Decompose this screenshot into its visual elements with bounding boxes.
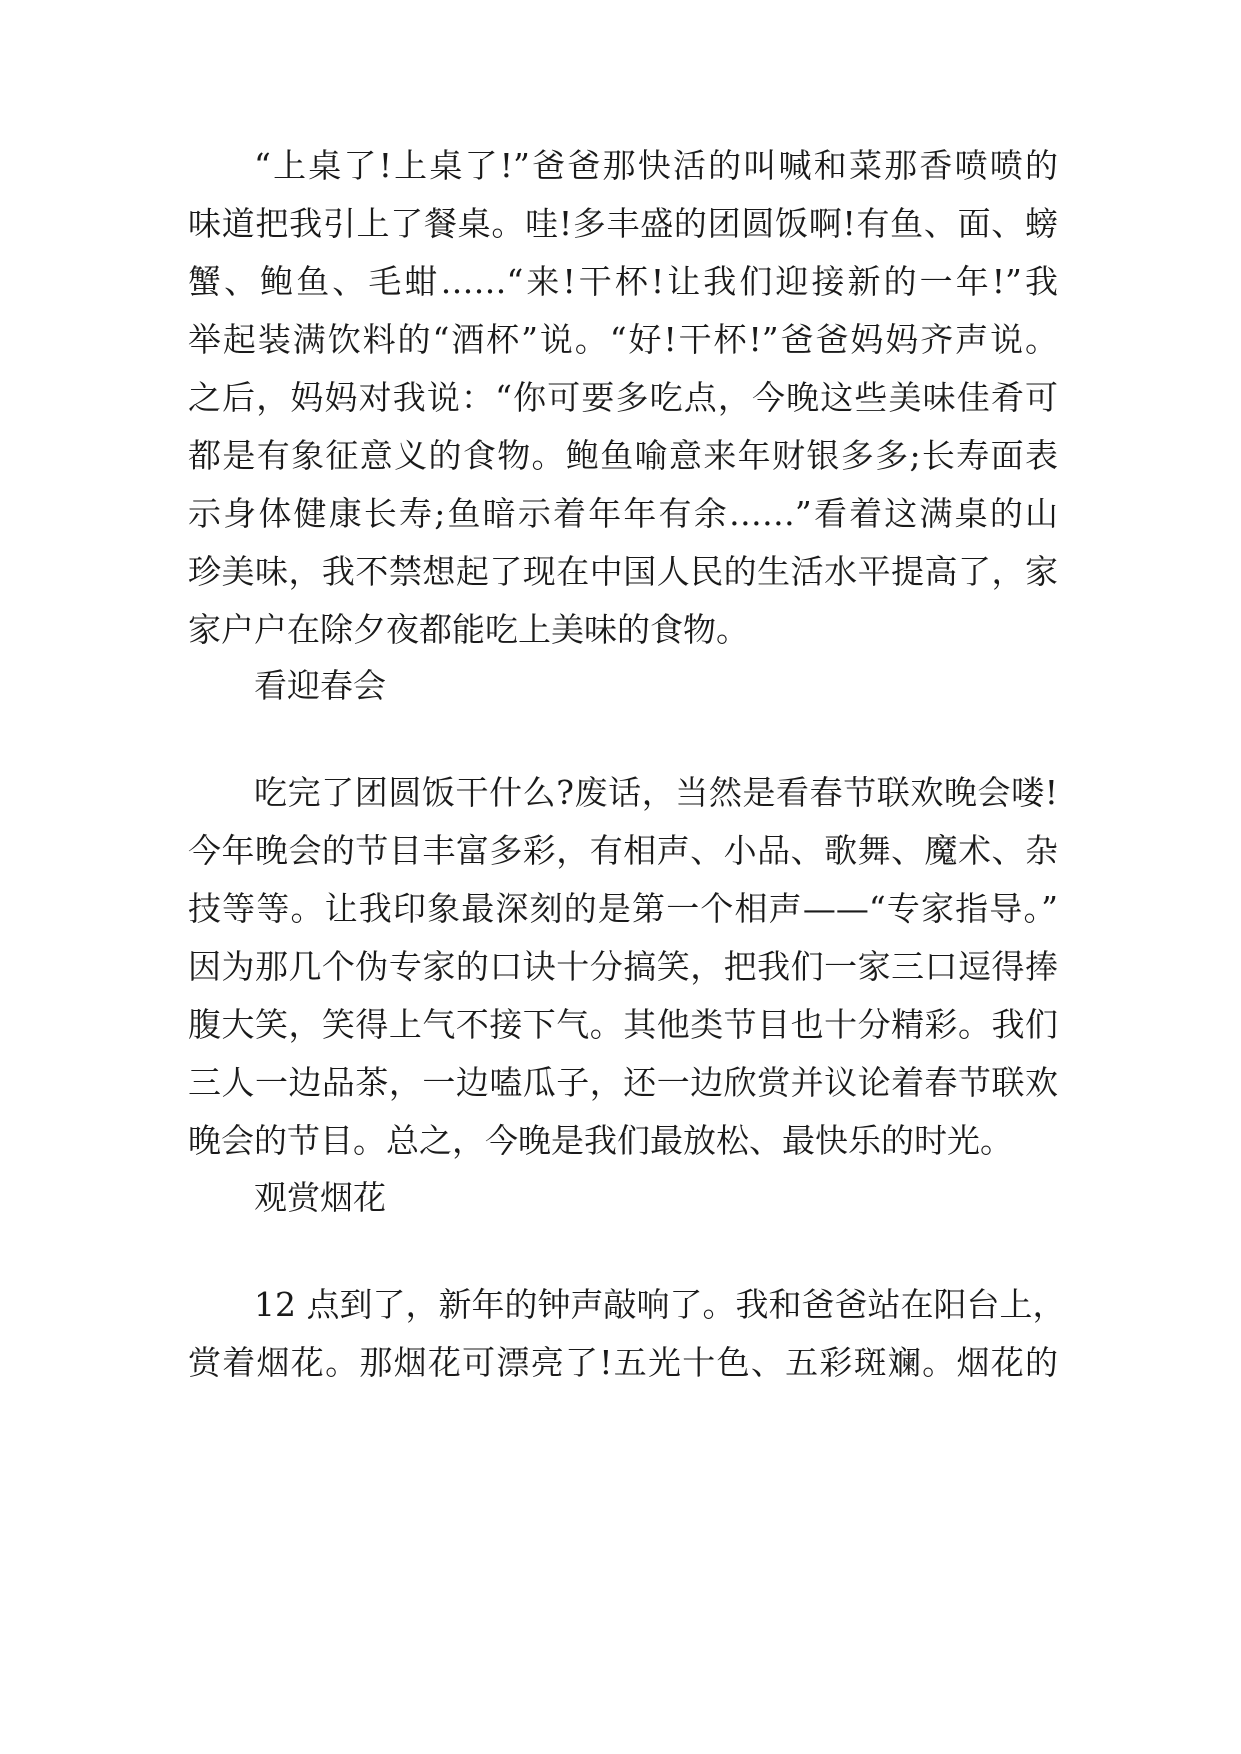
paragraph-line: 吃完了团圆饭干什么?废话，当然是看春节联欢晚会喽! bbox=[254, 773, 1058, 812]
paragraph-dinner bbox=[188, 137, 1058, 659]
paragraph-line: 之后，妈妈对我说：“你可要多吃点，今晚这些美味佳肴可 bbox=[188, 378, 1058, 417]
paragraph-line: 示身体健康长寿;鱼暗示着年年有余……”看着这满桌的山 bbox=[188, 494, 1058, 533]
paragraph-line: 举起装满饮料的“酒杯”说。“好!干杯!”爸爸妈妈齐声说。 bbox=[188, 320, 1058, 359]
paragraph-line: 珍美味，我不禁想起了现在中国人民的生活水平提高了，家 bbox=[188, 552, 1058, 591]
paragraph-line: 今年晚会的节目丰富多彩，有相声、小品、歌舞、魔术、杂 bbox=[188, 831, 1058, 870]
paragraph-line: 赏着烟花。那烟花可漂亮了!五光十色、五彩斑斓。烟花的 bbox=[188, 1343, 1058, 1382]
paragraph-line: 三人一边品茶，一边嗑瓜子，还一边欣赏并议论着春节联欢 bbox=[188, 1063, 1058, 1102]
paragraph-line: 都是有象征意义的食物。鲍鱼喻意来年财银多多;长寿面表 bbox=[188, 436, 1058, 475]
paragraph-line: 因为那几个伪专家的口诀十分搞笑，把我们一家三口逗得捧 bbox=[188, 947, 1058, 986]
paragraph-line: 腹大笑，笑得上气不接下气。其他类节目也十分精彩。我们 bbox=[188, 1005, 1058, 1044]
paragraph-fireworks bbox=[188, 1276, 1066, 1392]
paragraph-line: 晚会的节目。总之，今晚是我们最放松、最快乐的时光。 bbox=[188, 1121, 1013, 1160]
paragraph-line: 味道把我引上了餐桌。哇!多丰盛的团圆饭啊!有鱼、面、螃 bbox=[188, 204, 1058, 243]
paragraph-line: 技等等。让我印象最深刻的是第一个相声——“专家指导。” bbox=[188, 889, 1058, 928]
section-heading-fireworks: 观赏烟花 bbox=[254, 1178, 386, 1217]
paragraph-line: “上桌了!上桌了!”爸爸那快活的叫喊和菜那香喷喷的 bbox=[254, 146, 1058, 185]
section-heading-gala: 看迎春会 bbox=[254, 666, 386, 705]
paragraph-line: 蟹、鲍鱼、毛蚶……“来!干杯!让我们迎接新的一年!”我 bbox=[188, 262, 1058, 301]
paragraph-line: 家户户在除夕夜都能吃上美味的食物。 bbox=[188, 610, 749, 649]
paragraph-gala bbox=[188, 764, 1058, 1170]
paragraph-line: 12 点到了，新年的钟声敲响了。我和爸爸站在阳台上， bbox=[254, 1285, 1066, 1324]
